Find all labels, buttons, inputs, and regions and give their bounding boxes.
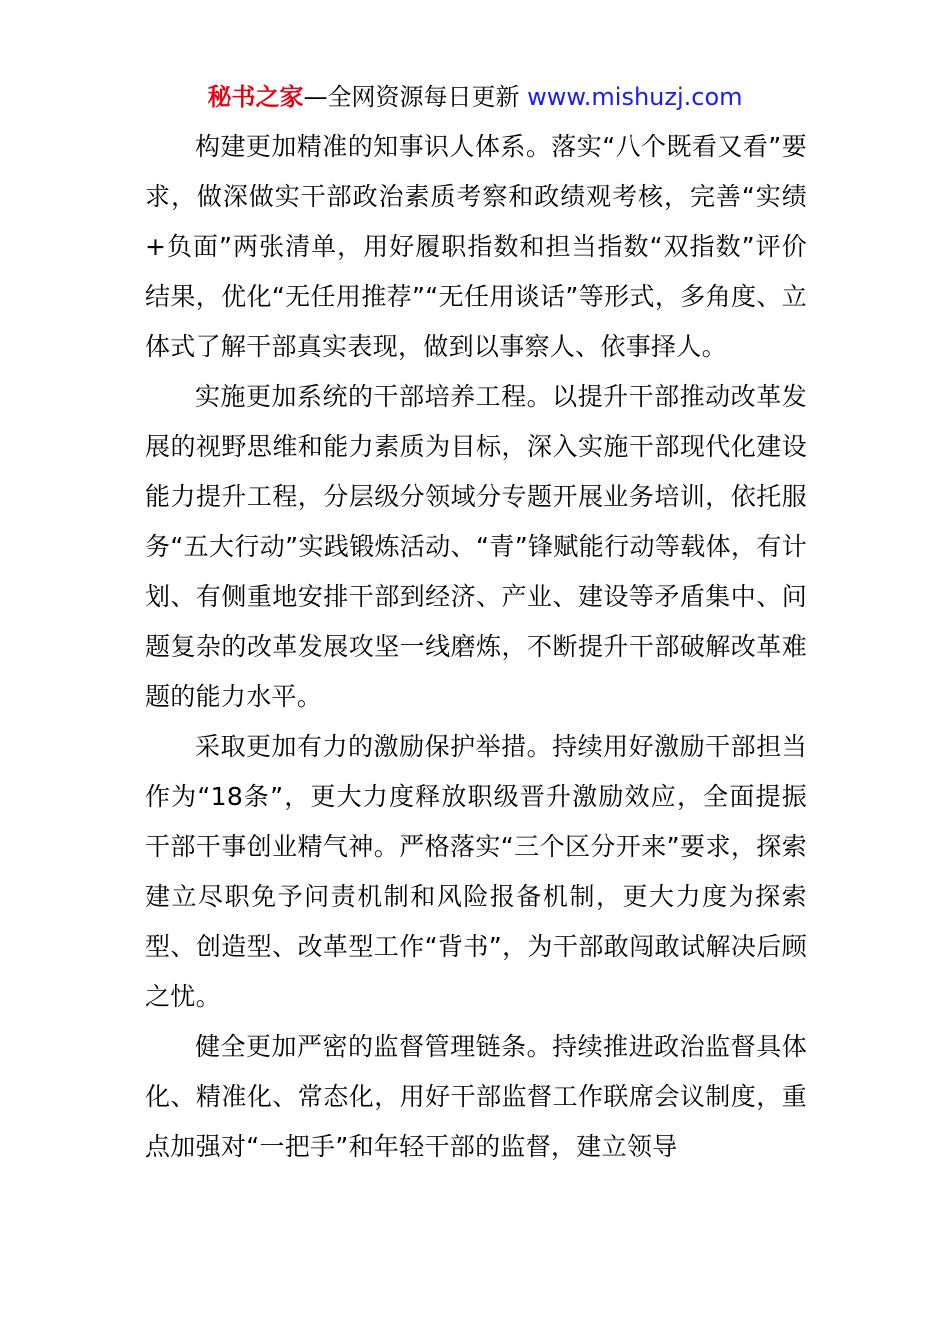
document-body <box>145 122 807 1172</box>
paragraph-supervision-management: 健全更加严密的监督管理链条。持续推进政治监督具体化、精准化、常态化，用好干部监督工作联席会议制度，重点加强对“一把手”和年轻干部的监督，建立领导 <box>145 1032 807 1161</box>
site-header <box>0 80 950 114</box>
site-url-link[interactable]: www.mishuzj.com <box>527 83 743 111</box>
paragraph-cadre-identification: 构建更加精准的知事识人体系。落实“八个既看又看”要求，做深做实干部政治素质考察和政绩观考核，完善“实绩+负面”两张清单，用好履职指数和担当指数“双指数”评价结果，优化“无任用推荐”“无任用谈话”等形式，多角度、立体式了解干部真实表现，做到以事察人、依事择人。 <box>145 132 807 361</box>
paragraph-incentive-protection: 采取更加有力的激励保护举措。持续用好激励干部担当作为“18条”，更大力度释放职级晋升激励效应，全面提振干部干事创业精气神。严格落实“三个区分开来”要求，探索建立尽职免予问责机制和风险报备机制，更大力度为探索型、创造型、改革型工作“背书”，为干部敢闯敢试解决后顾之忧。 <box>145 732 807 1011</box>
brand-name: 秘书之家 <box>207 83 304 111</box>
header-tagline: —全网资源每日更新 <box>303 83 520 111</box>
paragraph-cadre-training: 实施更加系统的干部培养工程。以提升干部推动改革发展的视野思维和能力素质为目标，深入实施干部现代化建设能力提升工程，分层级分领域分专题开展业务培训，依托服务“五大行动”实践锻炼活动、“青”锋赋能行动等载体，有计划、有侧重地安排干部到经济、产业、建设等矛盾集中、问题复杂的改革发展攻坚一线磨炼，不断提升干部破解改革难题的能力水平。 <box>145 382 807 711</box>
